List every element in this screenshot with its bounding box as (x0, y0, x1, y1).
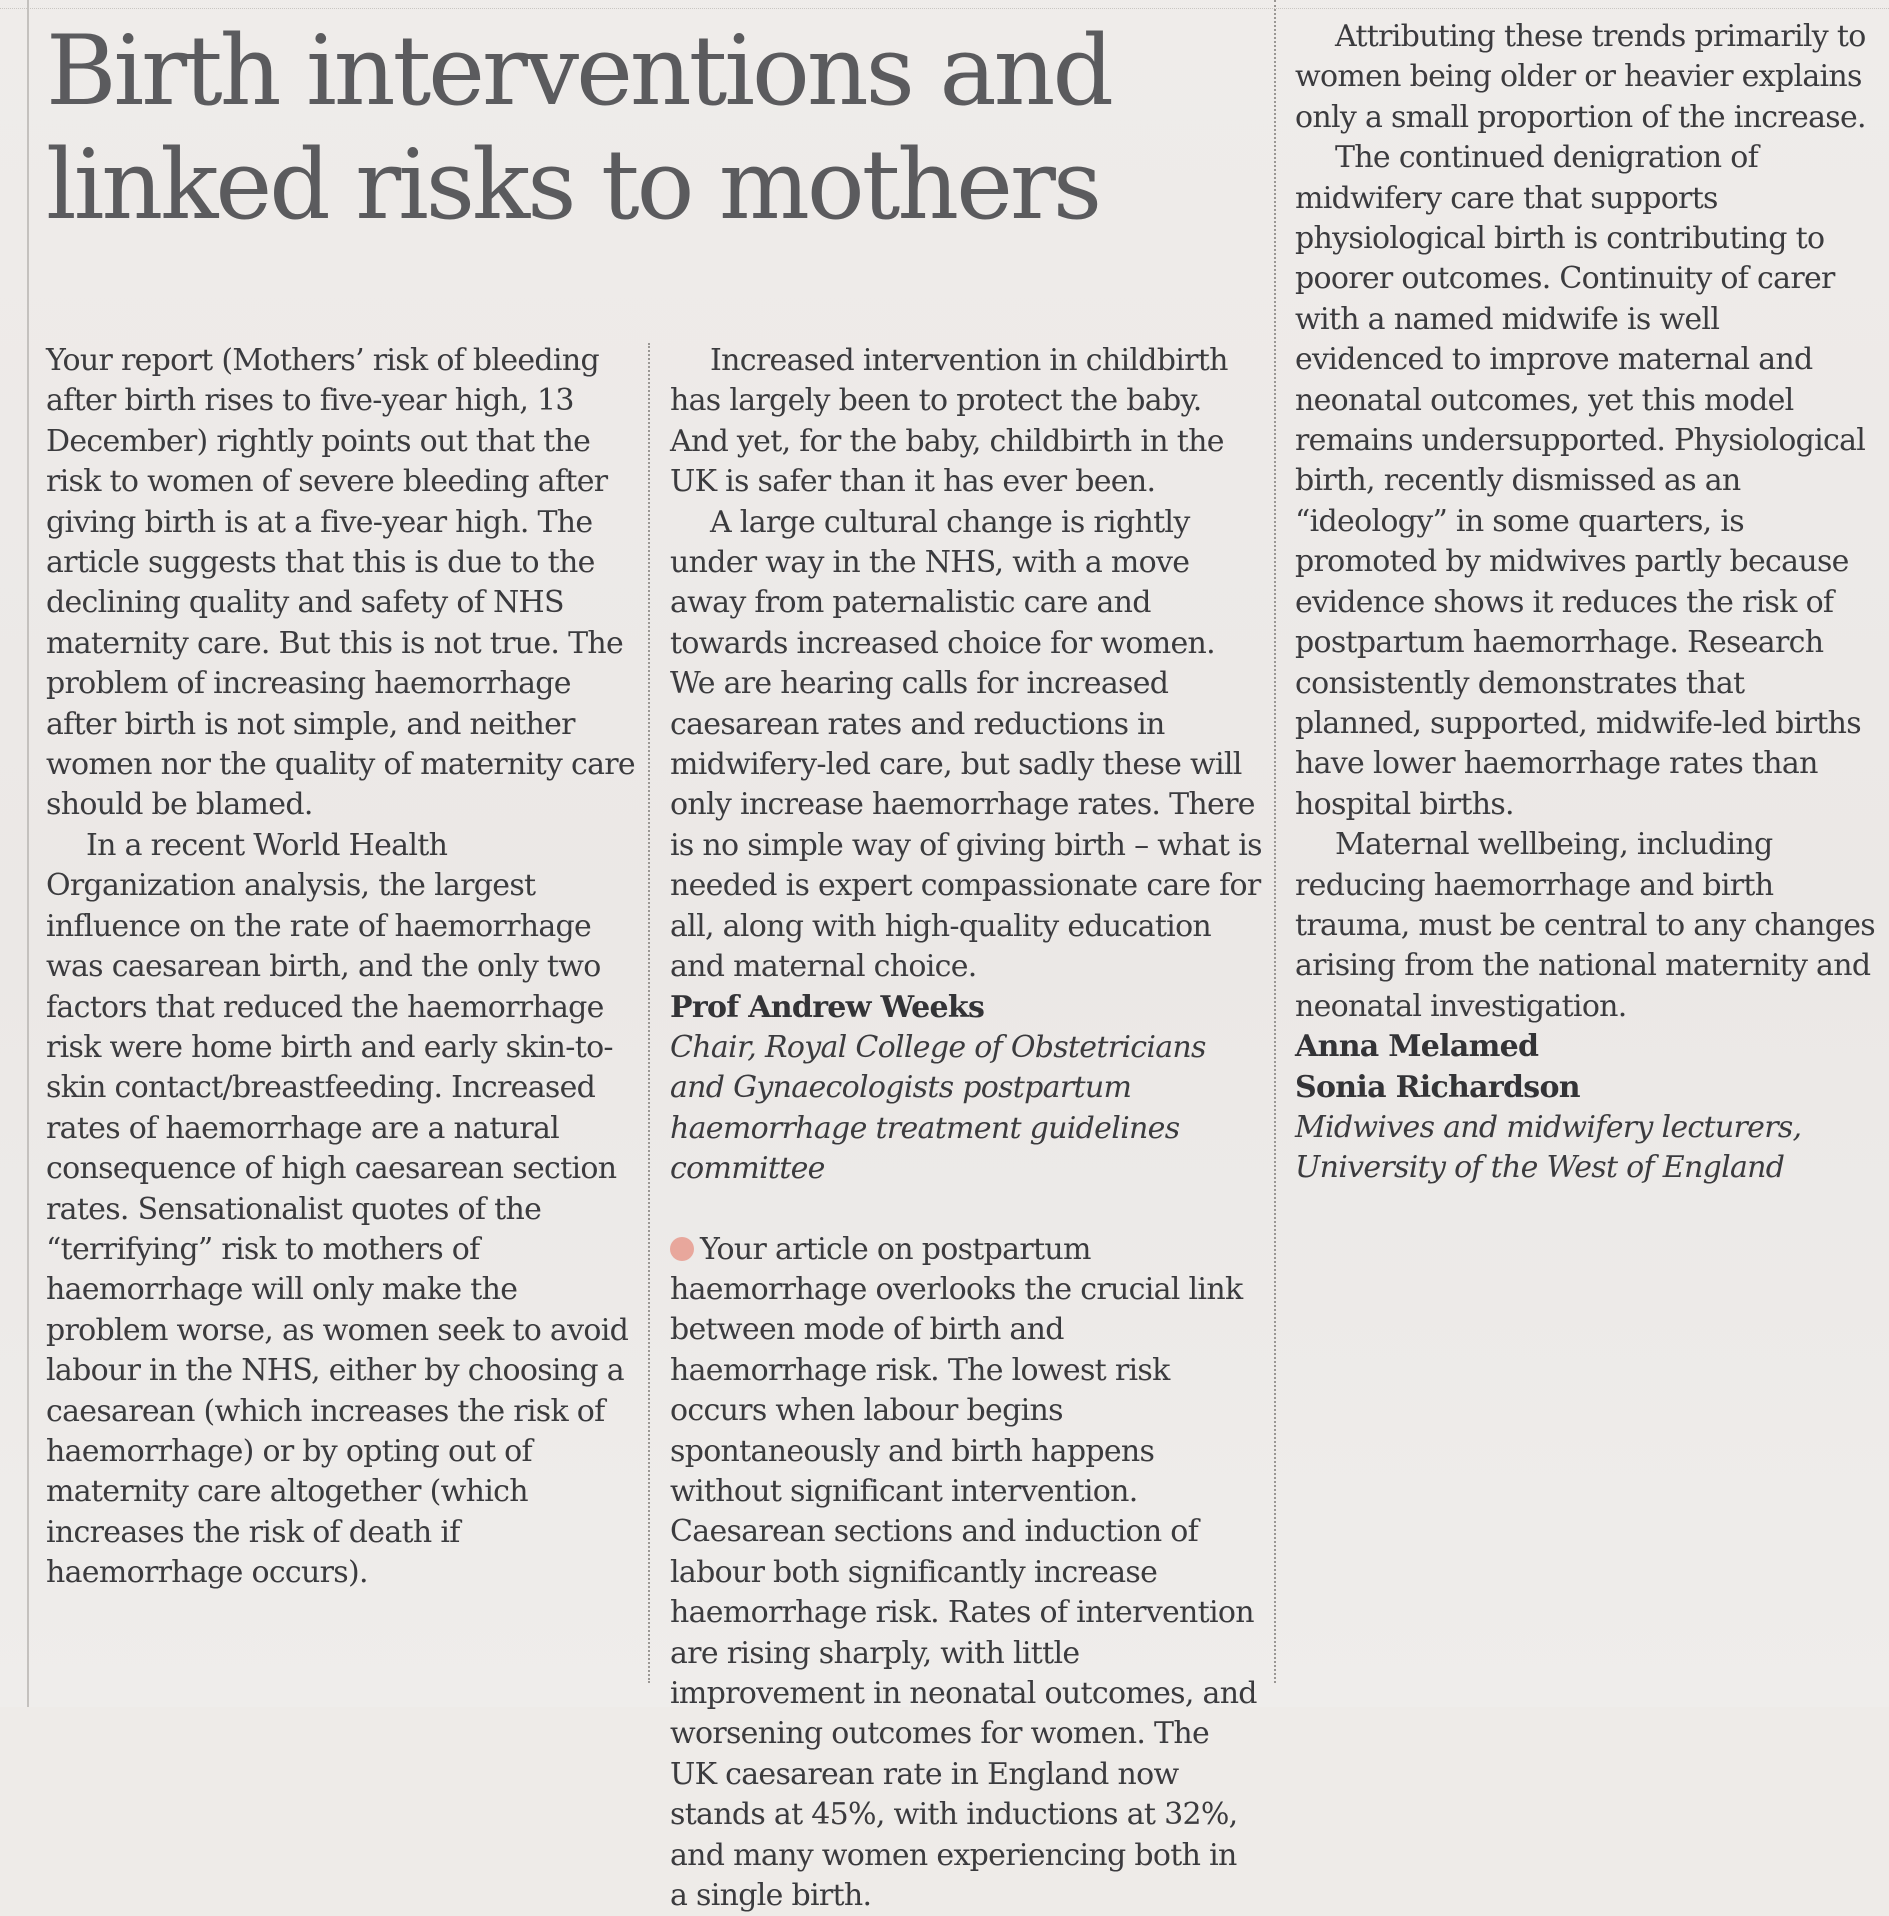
column-3 (1295, 17, 1875, 1687)
letter1-paragraph: A large cultural change is rightly under way in the NHS, with a move away from paternalistic care and towards increased choice for women. We are hearing calls for increased caesarean rates and reductions in midwifery-led care, but sadly these will only increase haemorrhage rates. There is no simple way of giving birth – what is needed is expert compassionate care for all, along with high-quality education and maternal choice. (670, 504, 1262, 985)
letter-gap (670, 1190, 1262, 1230)
letter-bullet-icon (670, 1237, 694, 1261)
column-1 (46, 341, 638, 1594)
letter1-paragraph: Increased intervention in childbirth has largely been to protect the baby. And yet, for the baby, childbirth in the UK is safer than it has ever been. (670, 343, 1228, 500)
letter1-paragraph: Your report (Mothers’ risk of bleeding after birth rises to five-year high, 13 December) rightly points out that the risk to women of severe bleeding after giving birth is at a five-year high. The article suggests that this is due to the declining quality and safety of NHS maternity care. But this is not true. The problem of increasing haemorrhage after birth is not simple, and neither women nor the quality of maternity care should be blamed. (46, 343, 635, 823)
left-rule (27, 0, 29, 1707)
letter2-paragraph-first (670, 1230, 1262, 1916)
letter2-signatory: Sonia Richardson (1295, 1069, 1580, 1105)
column-3-flow (1295, 17, 1875, 1189)
letter1-signatory: Prof Andrew Weeks (670, 989, 985, 1025)
letter1-signatory-role: Chair, Royal College of Obstetricians and Gynaecologists postpartum haemorrhage treatment guidelines committee (670, 1029, 1206, 1187)
column-separator-2 (1274, 0, 1276, 1683)
top-rule (0, 8, 1889, 9)
letter2-paragraph-text: Your article on postpartum haemorrhage overlooks the crucial link between mode of birth and haemorrhage risk. The lowest risk occurs when labour begins spontaneously and birth happens without significant intervention. Caesarean sections and induction of labour both significantly increase haemorrhage risk. Rates of intervention are rising sharply, with little improvement in neonatal outcomes, and worsening outcomes for women. The UK caesarean rate in England now stands at 45%, with inductions at 32%, and many women experiencing both in a single birth. (670, 1231, 1257, 1914)
column-2 (670, 341, 1262, 1914)
letter2-paragraph: The continued denigration of midwifery care that supports physiological birth is contributing to poorer outcomes. Continuity of carer with a named midwife is well evidenced to improve maternal and neonatal outcomes, yet this model remains undersupported. Physiological birth, recently dismissed as an “ideology” in some quarters, is promoted by midwives partly because evidence shows it reduces the risk of postpartum haemorrhage. Research consistently demonstrates that planned, supported, midwife-led births have lower haemorrhage rates than hospital births. (1295, 140, 1866, 822)
headline: Birth interventions and linked risks to mothers (46, 15, 1111, 241)
column-separator-1 (648, 343, 650, 1683)
letter2-paragraph: Attributing these trends primarily to women being older or heavier explains only a small proportion of the increase. (1295, 19, 1866, 135)
letter1-paragraph: In a recent World Health Organization analysis, the largest influence on the rate of haemorrhage was caesarean birth, and the only two factors that reduced the haemorrhage risk were home birth and early skin-to-skin contact/breastfeeding. Increased rates of haemorrhage are a natural consequence of high caesarean section rates. Sensationalist quotes of the “terrifying” risk to mothers of haemorrhage will only make the problem worse, as women seek to avoid labour in the NHS, either by choosing a caesarean (which increases the risk of haemorrhage) or by opting out of maternity care altogether (which increases the risk of death if haemorrhage occurs). (46, 827, 629, 1591)
letter2-signatory: Anna Melamed (1295, 1029, 1539, 1065)
letter2-signatory-role: Midwives and midwifery lecturers, University of the West of England (1295, 1109, 1802, 1186)
letter2-paragraph: Maternal wellbeing, including reducing haemorrhage and birth trauma, must be central to any changes arising from the national maternity and neonatal investigation. (1295, 827, 1875, 1024)
